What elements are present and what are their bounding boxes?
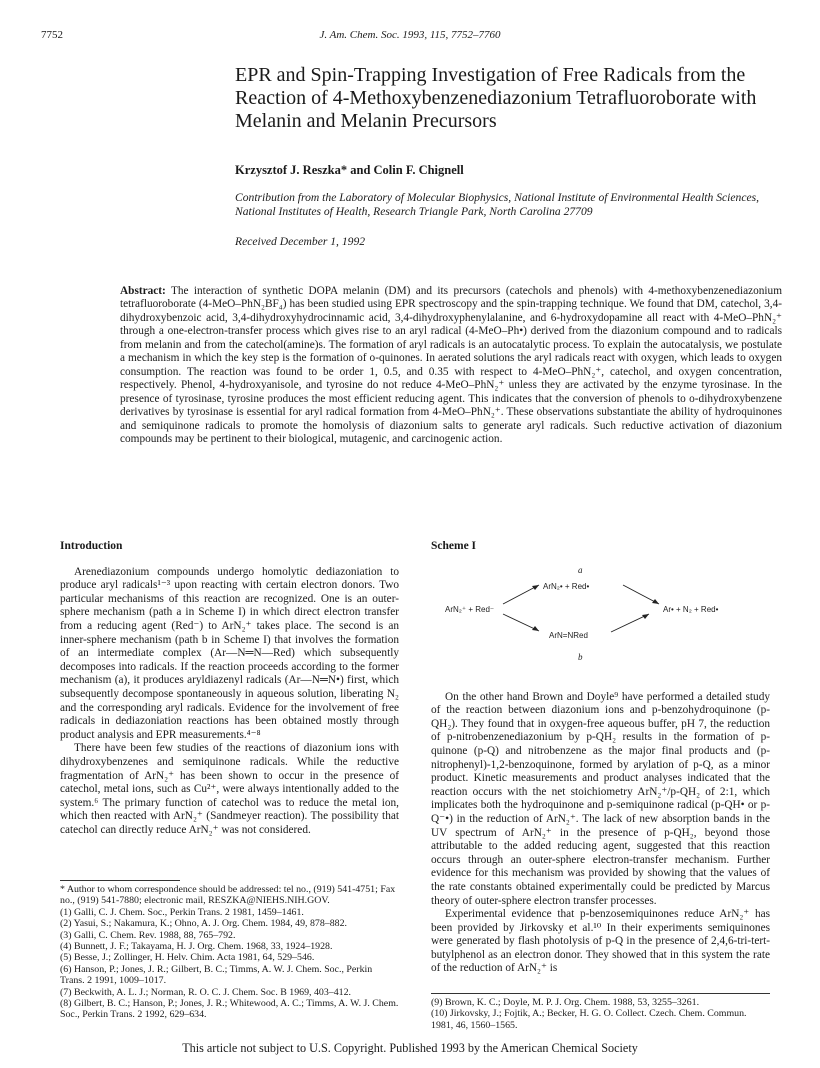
footnote-ref-2: (2) Yasui, S.; Nakamura, K.; Ohno, A. J. Org. Chem. 1984, 49, 878–882. xyxy=(60,918,348,930)
footnote-correspondence: * Author to whom correspondence should be addressed: tel no., (919) 541-4751; Fax no., (919) 541-7880; electronic mail, RESZKA@NIEHS.NIH.GOV. xyxy=(60,884,396,907)
footnote-ref-5: (5) Besse, J.; Zollinger, H. Helv. Chim. Acta 1981, 64, 529–546. xyxy=(60,952,315,964)
reactant: ArN₂⁺ + Red⁻ xyxy=(445,605,495,614)
footnote-ref-9: (9) Brown, K. C.; Doyle, M. P. J. Org. Chem. 1988, 53, 3255–3261. xyxy=(431,997,700,1008)
right-footnotes xyxy=(431,993,770,1031)
product: Ar• + N₂ + Red• xyxy=(663,605,719,614)
path-a-label: a xyxy=(578,565,583,575)
footnote-ref-10: (10) Jirkovsky, J.; Fojtik, A.; Becker, H. G. O. Collect. Czech. Chem. Commun. 1981, 46, 1560–1565. xyxy=(431,1008,747,1031)
footnote-rule-right xyxy=(431,993,770,994)
lower-intermediate: ArN=NRed xyxy=(549,631,588,640)
footnote-ref-4: (4) Bunnett, J. F.; Takayama, H. J. Org. Chem. 1968, 33, 1924–1928. xyxy=(60,941,333,953)
upper-intermediate: ArN₂• + Red• xyxy=(543,582,590,591)
arrowhead-upper xyxy=(532,585,539,590)
footnote-ref-8: (8) Gilbert, B. C.; Hanson, P.; Jones, J. R.; Whitewood, A. C.; Timms, A. W. J. Chem. Soc., Perkin Trans. 2 1992, 629–634. xyxy=(60,998,399,1021)
scheme-diagram xyxy=(431,562,770,667)
intro-paragraph-2: There have been few studies of the reactions of diazonium ions with dihydroxybenzenes and semiquinone radicals. While the reductive fragmentation of ArN₂⁺ has been shown to occur in the presence of catechol, metal ions, such as Cu²⁺, were always intentionally added to the system.⁶ The primary function of catechol was to reduce the metal ion, which then reacted with ArN₂⁺ (Sandmeyer reaction). The possibility that catechol can directly reduce ArN₂⁺ was not considered. xyxy=(60,742,399,836)
journal-citation: J. Am. Chem. Soc. 1993, 115, 7752–7760 xyxy=(319,29,501,41)
footnote-ref-1: (1) Galli, C. J. Chem. Soc., Perkin Trans. 2 1981, 1459–1461. xyxy=(60,906,304,918)
footnote-ref-6: (6) Hanson, P.; Jones, J. R.; Gilbert, B. C.; Timms, A. W. J. Chem. Soc., Perkin Trans. 2 1991, 1009–1017. xyxy=(60,963,373,987)
scheme-heading: Scheme I xyxy=(431,540,477,552)
right-paragraph-1: On the other hand Brown and Doyle⁹ have performed a detailed study of the reaction between diazonium ions and p-benzohydroquinone (p-QH₂). They found that in oxygen-free aqueous buffer, pH 7, the reduction of p-nitrobenzenediazonium by p-QH₂ results in the formation of p-quinone (p-Q) and nitrobenzene as the major final products and (p-nitrophenyl)-1,2-benzoquinone, formed by arylation of p-Q, as a minor product. Kinetic measurements and product analyses indicated that the reaction occurs with the net stoichiometry ArN₂⁺/p-QH₂ of 2:1, which implicates both the hydroquinone and p-semiquinone radical (p-QH• or p-Q⁻•) in the reduction of ArN₂⁺. The lack of new absorption bands in the UV spectrum of ArN₂⁺ in the presence of p-QH₂, beyond those attributable to the added reducing agent, suggested that this reaction occurs through an outer-sphere electron-transfer mechanism. Further evidence for this mechanism was provided by showing that the values of the rate constants obtained experimentally could be predicted by Marcus theory of outer-sphere electron transfer processes. xyxy=(431,690,770,907)
introduction-heading: Introduction xyxy=(60,540,123,552)
abstract-text: The interaction of synthetic DOPA melanin (DM) and its precursors (catechols and phenols) with 4-methoxybenzenediazonium tetrafluoroborate (4-MeO–PhN₂BF₄) has been studied using EPR spectroscopy and the spin-trapping technique. We found that DM, catechol, 3,4-dihydroxybenzoic acid, 3,4-dihydroxyhydrocinnamic acid, 3,4-dihydroxyphenylalanine, and 6-hydroxydopamine all react with 4-MeO–PhN₂⁺ through a one-electron-transfer process which gives rise to an aryl radical (4-MeO–Ph•) derived from the diazonium compound and to radicals from melanin and from the catechol(amine)s. The formation of aryl radicals is an autocatalytic process. To explain the autocatalysis, we postulate a mechanism in which the key step is the formation of o-quinones. In aerated solutions the aryl radicals react with oxygen, which leads to oxygen consumption. The reaction was found to be order 1, 0.5, and 0.35 with respect to 4-MeO–PhN₂⁺, catechol, and oxygen concentration, respectively. Phenol, 4-hydroxyanisole, and tyrosine do not reduce 4-MeO–PhN₂⁺ unless they are activated by the enzyme tyrosinase. In the presence of tyrosinase, tyrosine produces the most efficient reducing agent. This indicates that the conversion of phenols to o-dihydroxybenzene derivatives by tyrosinase is essential for aryl radical formation from 4-MeO–PhN₂⁺. These observations substantiate the ability of hydroquinones and semiquinone radicals to promote the homolysis of diazonium salts to generate aryl radicals. Such reductive activation of diazonium compounds may be pertinent to their biological, mutagenic, and carcinogenic action. xyxy=(120,285,782,445)
received-date: Received December 1, 1992 xyxy=(235,235,366,248)
path-b-label: b xyxy=(578,652,583,662)
article-title: EPR and Spin-Trapping Investigation of Free Radicals from the Reaction of 4-Methoxybenzenediazonium Tetrafluoroborate with Melanin and Melanin Precursors xyxy=(235,64,757,132)
footnote-ref-7: (7) Beckwith, A. L. J.; Norman, R. O. C. J. Chem. Soc. B 1969, 403–412. xyxy=(60,986,352,998)
footnote-rule xyxy=(60,880,180,881)
intro-paragraph-1: Arenediazonium compounds undergo homolytic dediazoniation to produce aryl radicals¹⁻³ upon reacting with certain electron donors. Two particular mechanisms of this reaction are recognized. One is an outer-sphere mechanism (path a in Scheme I) in which direct electron transfer from a reducing agent (Red⁻) to ArN₂⁺ takes place. The second is an inner-sphere mechanism (path b in Scheme I) that involves the formation of an intermediate complex (Ar—N═N—Red) which subsequently decomposes into radicals. If the reaction proceeds according to the former mechanism (a), it produces aryldiazenyl radicals (Ar—N═N•) first, which subsequently decompose spontaneously in aqueous solution, liberating N₂ and the corresponding aryl radicals. Evidence for the involvement of free radicals in dediazoniation reactions has been obtained mostly through product analysis and EPR measurements.⁴⁻⁸ xyxy=(60,565,399,741)
contribution-affiliation: Contribution from the Laboratory of Molecular Biophysics, National Institute of Environmental Health Sciences, National Institutes of Health, Research Triangle Park, North Carolina 27709 xyxy=(235,191,760,218)
arrowhead-product-upper xyxy=(652,599,659,604)
abstract xyxy=(120,285,782,446)
right-paragraph-2: Experimental evidence that p-benzosemiquinones reduce ArN₂⁺ has been provided by Jirkovsky et al.¹⁰ In their experiments semiquinones were generated by flash photolysis of p-Q in the presence of 2,4,6-tri-tert-butylphenol as an electron donor. They showed that in this system the rate of the reduction of ArN₂⁺ is xyxy=(431,908,770,975)
left-column xyxy=(60,540,399,837)
page-number: 7752 xyxy=(41,29,63,41)
footnote-ref-3: (3) Galli, C. Chem. Rev. 1988, 88, 765–792. xyxy=(60,929,236,941)
copyright-footer: This article not subject to U.S. Copyright. Published 1993 by the American Chemical Society xyxy=(182,1041,638,1055)
article-authors: Krzysztof J. Reszka* and Colin F. Chignell xyxy=(235,163,464,177)
abstract-label: Abstract: xyxy=(120,285,166,297)
left-footnotes xyxy=(60,880,399,1021)
